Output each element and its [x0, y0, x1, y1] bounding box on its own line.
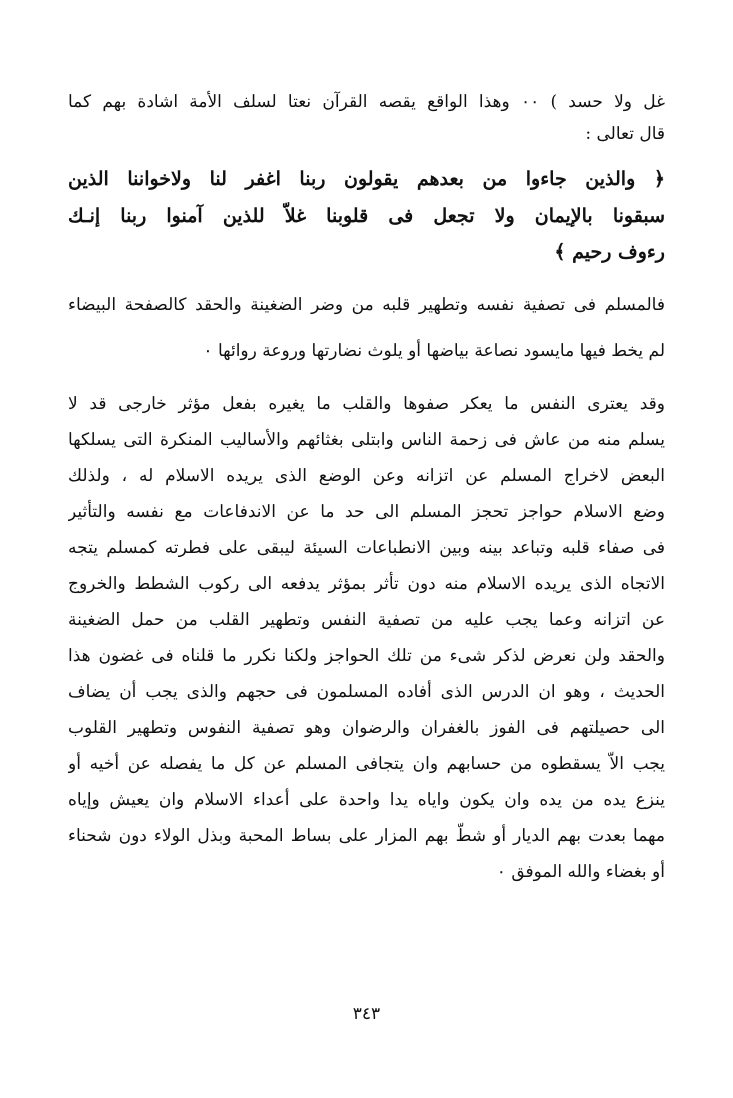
- paragraph2-line-2: يسلم منه من عاش فى زحمة الناس وابتلى بغثائهم والأساليب المنكرة التى يسلكها: [68, 430, 665, 450]
- paragraph2-line-9: الحديث ، وهو ان الدرس الذى أفاده المسلمون فى حجهم والذى يجب أن يضاف: [68, 682, 665, 702]
- paragraph2-line-10: الى حصيلتهم فى الفوز بالغفران والرضوان وهو تصفية النفوس وتطهير القلوب: [68, 718, 665, 738]
- paragraph2-line-5: فى صفاء قلبه وتباعد بينه وبين الانطباعات السيئة ليبقى على فطرته كمسلم يتجه: [68, 538, 665, 558]
- intro-line-2: قال تعالى :: [585, 124, 665, 144]
- paragraph2-line-4: وضع الاسلام حواجز تحجز المسلم الى حد ما عن الاندفاعات مع نفسه والتأثير: [68, 502, 665, 522]
- paragraph2-line-11: يجب الاّ يسقطوه من حسابهم وان يتجافى المسلم عن كل ما يفصله عن أخيه أو: [68, 754, 665, 774]
- paragraph2-line-3: البعض لاخراج المسلم عن اتزانه وعن الوضع الذى يريده الاسلام له ، ولذلك: [68, 466, 665, 486]
- paragraph2-line-6: الاتجاه الذى يريده الاسلام منه دون تأثر بمؤثر يدفعه الى ركوب الشطط والخروج: [68, 574, 665, 594]
- paragraph2-line-7: عن اتزانه وعما يجب عليه من تصفية النفس وتطهير القلب من حمل الضغينة: [68, 610, 665, 630]
- paragraph2-line-13: مهما بعدت بهم الديار أو شطّ بهم المزار على بساط المحبة وبذل الولاء دون شحناء: [68, 826, 665, 846]
- paragraph2-line-8: والحقد ولن نعرض لذكر شىء من تلك الحواجز ولكنا نكرر ما قلناه فى غضون هذا: [68, 646, 665, 666]
- paragraph1-line-2: لم يخط فيها مايسود نصاعة بياضها أو يلوث نضارتها وروعة روائها ٠: [203, 341, 665, 361]
- paragraph1-line-1: فالمسلم فى تصفية نفسه وتطهير قلبه من وضر الضغينة والحقد كالصفحة البيضاء: [68, 295, 665, 315]
- verse-line-3: رءوف رحيم ﴾: [554, 241, 665, 263]
- paragraph2-line-12: ينزع يده من يده وان يكون واياه يدا واحدة على أعداء الاسلام وان يعيش وإياه: [68, 790, 665, 810]
- verse-line-1: ﴿ والذين جاءوا من بعدهم يقولون ربنا اغفر لنا ولاخواننا الذين: [68, 168, 665, 190]
- paragraph2-line-1: وقد يعترى النفس ما يعكر صفوها والقلب ما يغيره بفعل مؤثر خارجى قد لا: [68, 394, 665, 414]
- page-number: ٣٤٣: [352, 1004, 381, 1024]
- paragraph2-line-14: أو بغضاء والله الموفق ٠: [496, 862, 665, 882]
- verse-line-2: سبقونا بالإيمان ولا تجعل فى قلوبنا غلاّ للذين آمنوا ربنا إنـك: [68, 205, 665, 227]
- intro-line-1: غل ولا حسد ) ٠٠ وهذا الواقع يقصه القرآن نعتا لسلف الأمة اشادة بهم كما: [68, 92, 665, 112]
